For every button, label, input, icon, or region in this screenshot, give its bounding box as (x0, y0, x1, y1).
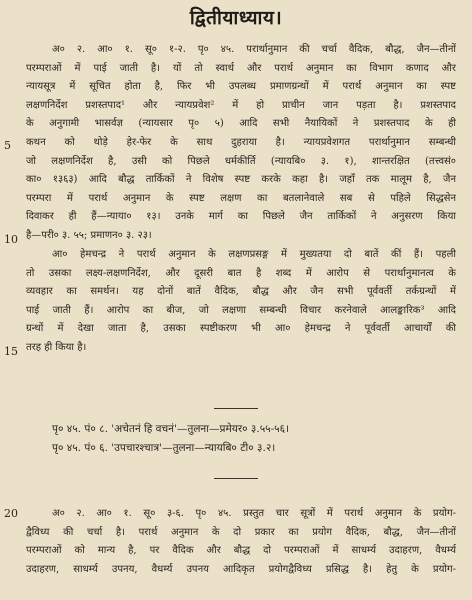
text-line: जो लक्षणनिर्देश है, उसी को पिछले धर्मकीर्ति (न्यायबि० ३. १), शान्तरक्षित (तत्त्वसं० (26, 155, 456, 167)
text-line: न्यायसूत्र में सूचित होता है, फिर भी उपलब्ध प्रमाणग्रन्थों में परार्थ अनुमान का स्पष्ट (26, 81, 456, 93)
text-line: तरह ही किया है। (26, 341, 87, 353)
text-line: अ० २. आ० १. सू० १-२. पृ० ४५. परार्थानुमान की चर्चा वैदिक, बौद्ध, जैन—तीनों (52, 44, 456, 55)
text-line: द्वैविध्य की चर्चा है। परार्थ अनुमान के दो प्रकार का प्रयोग वैदिक, बौद्ध, जैन—तीनों (26, 526, 456, 538)
text-line: है—परी० ३. ५५; प्रमाणन० ३. २३। (26, 229, 152, 241)
note-line: पृ० ४५. पं० ६. 'उपचारश्चात्र'—तुलना—न्यायबि० टी० ३.२। (52, 441, 276, 454)
paragraph-2 (26, 246, 456, 358)
reference-notes (26, 420, 456, 457)
chapter-title: द्वितीयाध्याय। (189, 7, 283, 29)
text-line: परम्पराओं में पाई जाती है। यों तो स्वार्थ और परार्थ अनुमान का विभाग कणाद और (26, 62, 456, 74)
separator-rule (214, 408, 258, 409)
line-number: 10 (4, 233, 18, 246)
paragraph-1 (26, 41, 456, 246)
text-line: अ० २. आ० १. सू० ३-६. पृ० ४५. प्रस्तुत चार सूत्रों में परार्थ अनुमान के प्रयोग- (52, 508, 456, 519)
paragraph-3 (26, 505, 456, 579)
text-line: के अनुगामी भासर्वज्ञ (न्यायसार पृ० ५) आदि सभी नैयायिकों ने प्रशस्तपाद के ही (26, 118, 456, 130)
text-line: तो उसका लक्ष्य-लक्षणनिर्देश, और दूसरी बात है शब्द में आरोप से परार्थानुमानत्व के (26, 267, 456, 279)
line-number: 5 (4, 139, 11, 152)
text-line: लक्षणनिर्देश प्रशस्तपाद¹ और न्यायप्रवेश² में हो प्राचीन जान पड़ता है। प्रशस्तपाद (26, 99, 456, 111)
note-line: पृ० ४५. पं० ८. 'अचेतनं हि वचनं'—तुलना—प्रमेयर० ३.५५-५६। (52, 423, 290, 435)
text-line: आ० हेमचन्द्र ने परार्थ अनुमान के लक्षणप्रसङ्ग में मुख्यतया दो बातें कीं हैं। पहली (52, 249, 456, 260)
text-line: व्यवहार का समर्थन। यह दोनों बातें वैदिक, बौद्ध और जैन सभी पूर्ववर्ती तर्कग्रन्थों में (26, 286, 456, 298)
separator-rule (214, 478, 258, 479)
text-line: कथन को थोड़े हेर-फेर के साथ दुहराया है। न्यायप्रवेशगत परार्थानुमान सम्बन्धी (26, 136, 456, 148)
text-line: दिवाकर ही हैं—न्याया० १३। उनके मार्ग का पिछले जैन तार्किकों ने अनुसरण किया (26, 211, 456, 223)
line-number: 20 (4, 507, 18, 520)
text-line: पाई जाती हैं। आरोप का बीज, जो लक्षणा सम्बन्धी विचार करनेवाले आलङ्कारिक³ आदि (26, 304, 456, 316)
text-line: का० १३६३) आदि बौद्ध तार्किकों ने विशेष स्पष्ट करके कहा है। जहाँ तक मालूम है, जैन (26, 174, 456, 186)
text-line: परम्परा में परार्थ अनुमान के स्पष्ट लक्षण का बतलानेवाले सब से पहिले सिद्धसेन (26, 192, 456, 204)
text-line: उदाहरण, साधर्म्य उपनय, वैधर्म्य उपनय आदिकृत प्रयोगद्वैविध्य प्रसिद्ध है। हेतु के प्रयोग- (26, 563, 456, 575)
text-line: परम्पराओं को मान्य है, पर वैदिक और बौद्ध दो परम्पराओं में साधर्म्य उदाहरण, वैधर्म्य (26, 545, 456, 557)
line-number: 15 (4, 345, 18, 358)
text-line: ग्रन्थों में देखा जाता है, उसका स्पष्टीकरण भी आ० हेमचन्द्र ने पूर्ववर्ती आचार्यों की (26, 323, 456, 335)
